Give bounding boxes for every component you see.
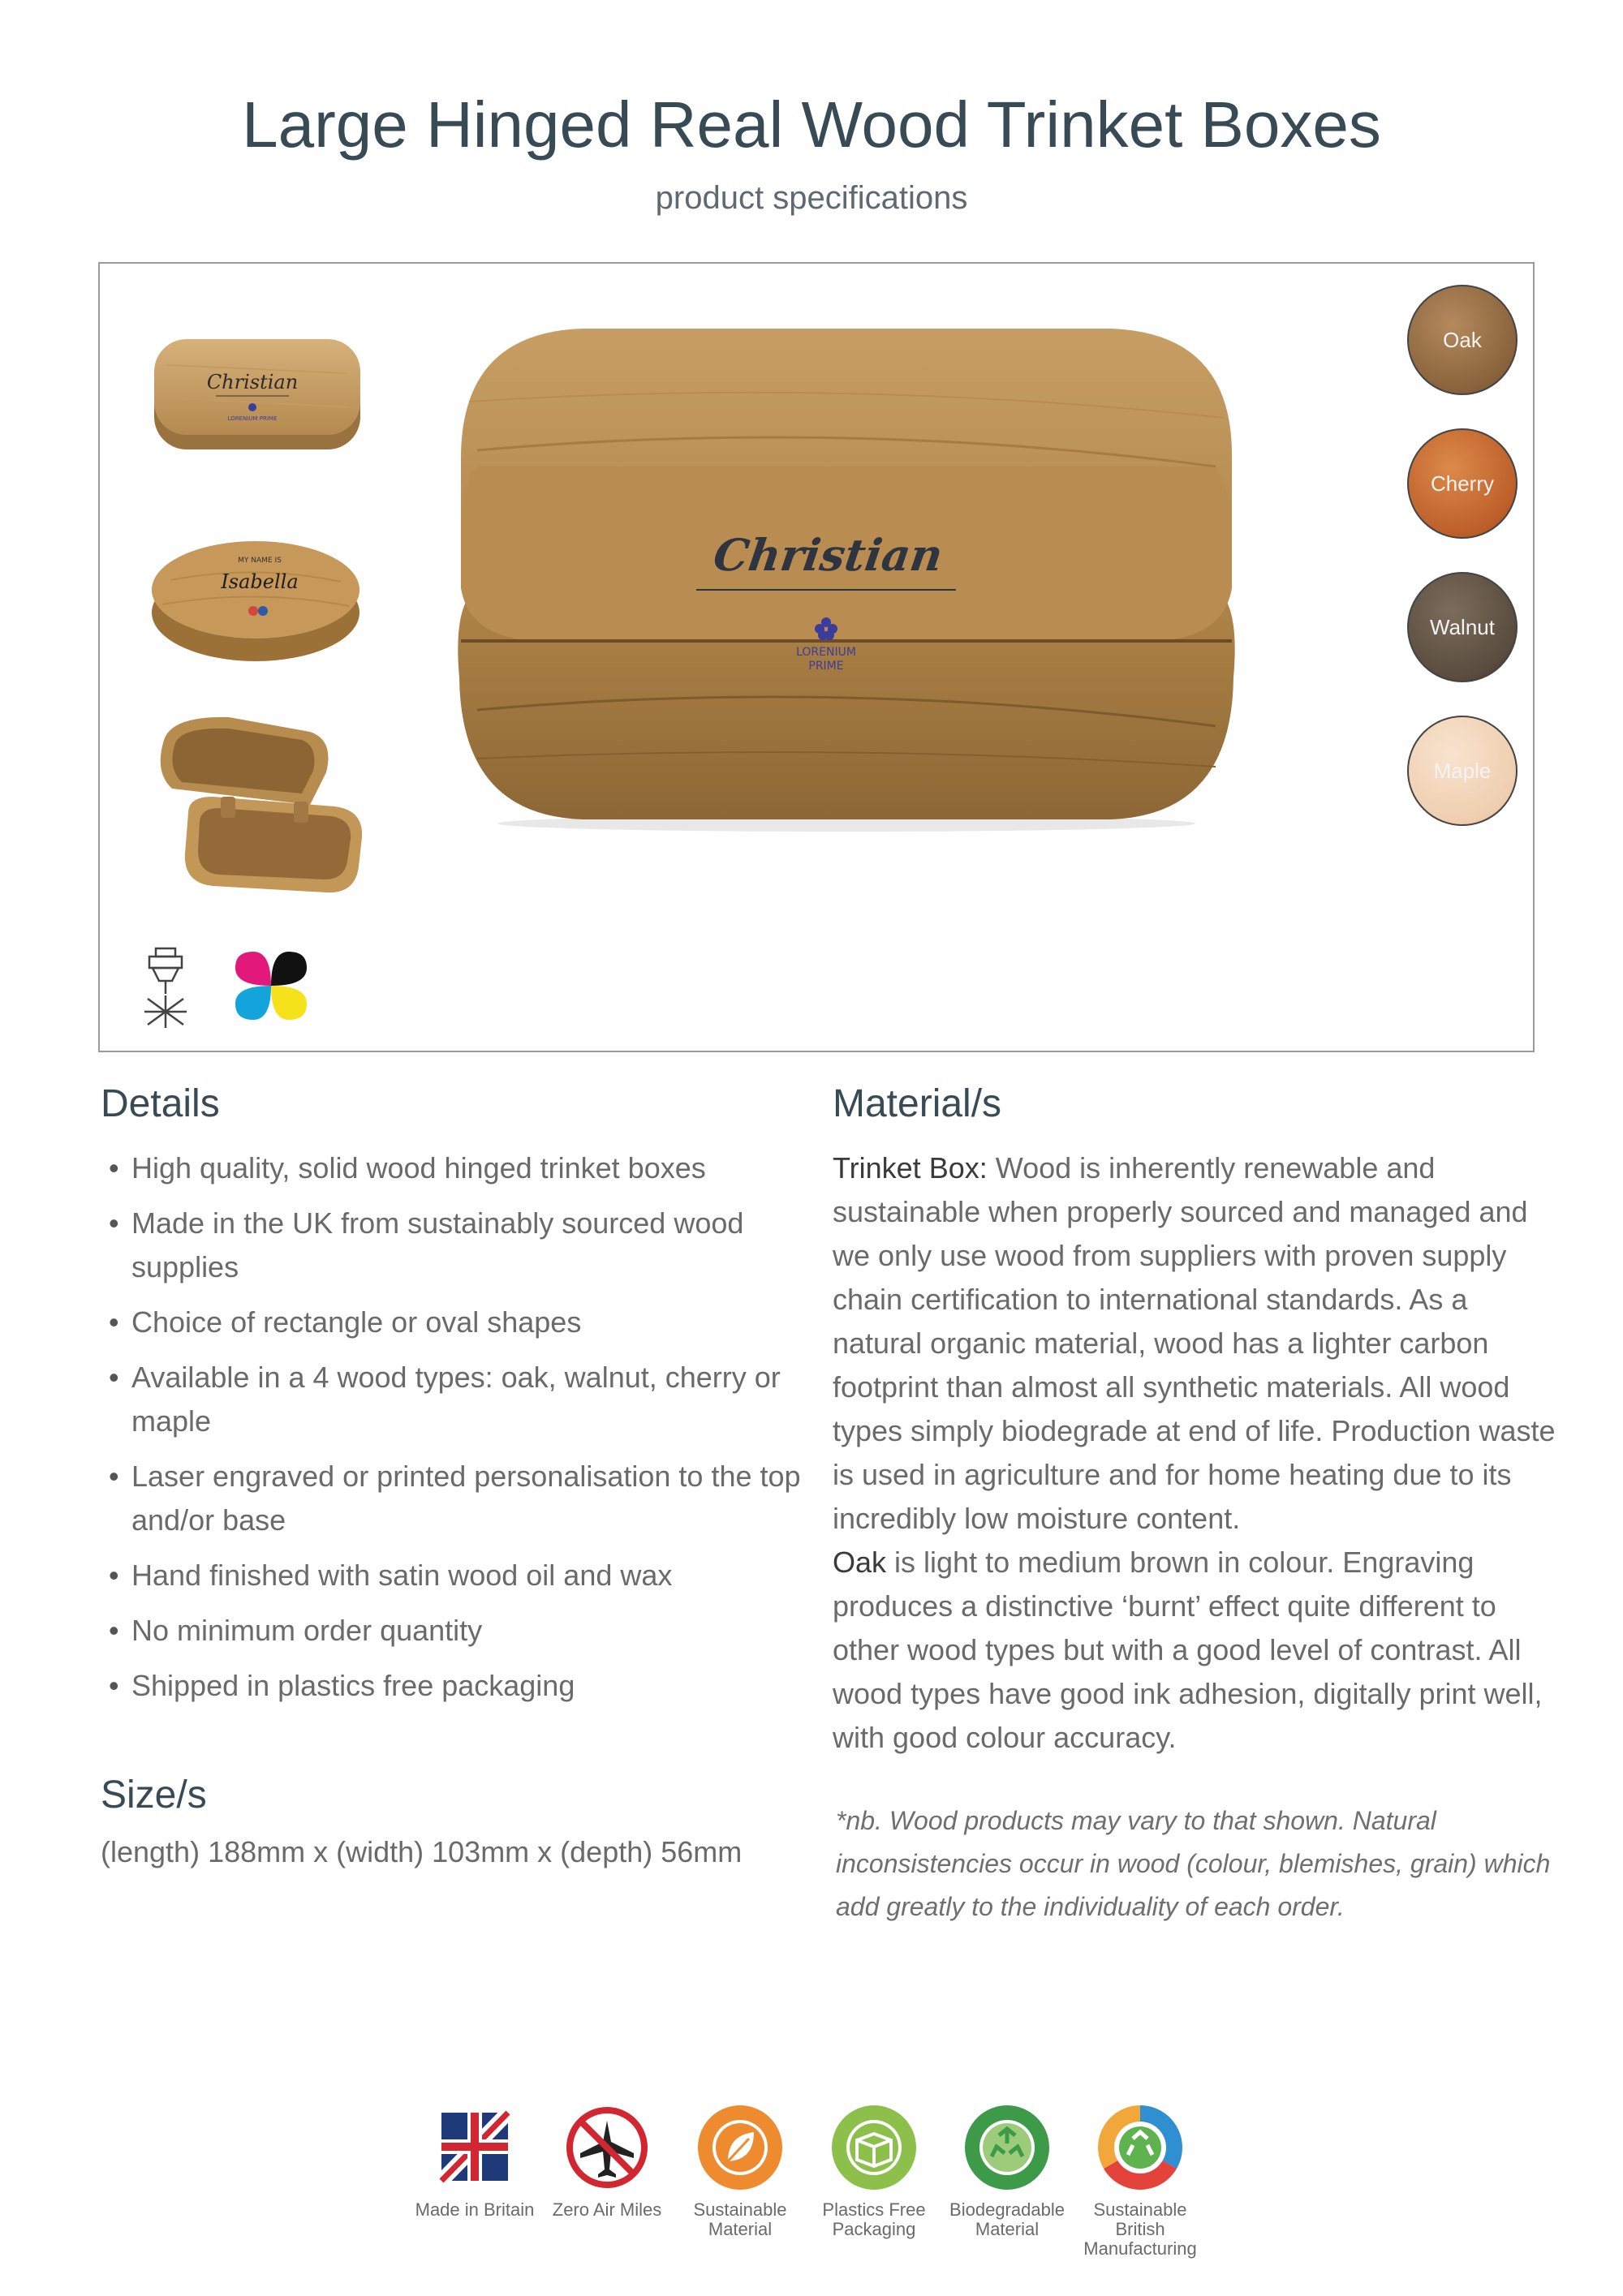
- leaf-icon: [695, 2103, 785, 2192]
- size-dimensions: (length) 188mm x (width) 103mm x (depth) 56mm: [101, 1835, 743, 1868]
- badge-made-in-britain: [406, 2103, 544, 2220]
- material-heading: Material/s: [833, 1082, 1002, 1125]
- swatch-oak[interactable]: [1407, 285, 1518, 395]
- swatch-cherry[interactable]: [1407, 428, 1518, 539]
- badge-biodegradable-material: [938, 2103, 1076, 2239]
- thumb-1-brand: LORENIUM PRIME: [227, 415, 278, 422]
- thumb-1-engraving: Christian: [206, 371, 299, 393]
- material-description: [833, 1146, 1563, 1760]
- union-jack-icon: [430, 2103, 519, 2192]
- size-heading: Size/s: [101, 1774, 207, 1817]
- main-brand-line-2: PRIME: [808, 660, 844, 673]
- badge-made-in-britain-label: Made in Britain: [415, 2199, 535, 2220]
- page-subtitle: product specifications: [655, 180, 968, 216]
- details-item: • Laser engraved or printed personalisation to the top and/or base: [105, 1455, 820, 1542]
- badge-british-manufacturing-label: Sustainable British Manufacturing: [1083, 2199, 1197, 2259]
- thumbnail-oval-box[interactable]: [146, 531, 365, 669]
- details-item: • Choice of rectangle or oval shapes: [105, 1301, 820, 1344]
- swatch-cherry-label: Cherry: [1430, 471, 1494, 496]
- swatch-maple-label: Maple: [1433, 758, 1492, 783]
- details-item: • Shipped in plastics free packaging: [105, 1664, 820, 1708]
- badge-sustainable-material-label: Sustainable Material: [693, 2199, 787, 2239]
- badge-zero-air-miles-label: Zero Air Miles: [552, 2199, 662, 2220]
- no-plane-icon: [562, 2103, 652, 2192]
- main-brand-line-1: LORENIUM: [796, 646, 856, 659]
- main-product-image: [445, 223, 1248, 840]
- details-item: • Available in a 4 wood types: oak, walnut, cherry or maple: [105, 1356, 820, 1443]
- swatch-walnut-label: Walnut: [1430, 614, 1495, 639]
- details-heading: Details: [101, 1082, 220, 1125]
- badge-sustainable-british-manufacturing: [1071, 2103, 1209, 2259]
- badge-plastics-free-packaging: [805, 2103, 943, 2239]
- cmyk-print-icon: [232, 947, 310, 1025]
- material-text-oak: is light to medium brown in colour. Engraving produces a distinctive ‘burnt’ effect quite different to other wood types but with a good level of contrast. All wood types have good ink adhesion, digitally print well, with good colour accuracy.: [833, 1546, 1543, 1754]
- material-paragraph-oak: [833, 1541, 1563, 1760]
- details-item: • Made in the UK from sustainably sourced wood supplies: [105, 1202, 820, 1289]
- reduce-reuse-recycle-icon: [1096, 2103, 1185, 2192]
- badge-zero-air-miles: [538, 2103, 676, 2220]
- badge-sustainable-material: [671, 2103, 809, 2239]
- material-label-oak: Oak: [833, 1546, 887, 1579]
- thumb-2-engraving: Isabella: [221, 570, 299, 593]
- material-label-trinket-box: Trinket Box:: [833, 1151, 988, 1185]
- thumbnail-open-box[interactable]: [140, 707, 370, 902]
- thumbnail-rectangle-box[interactable]: [151, 333, 364, 454]
- swatch-maple[interactable]: [1407, 716, 1518, 826]
- box-icon: [829, 2103, 919, 2192]
- recycle-icon: [962, 2103, 1052, 2192]
- details-item: • No minimum order quantity: [105, 1609, 820, 1653]
- swatch-walnut[interactable]: [1407, 572, 1518, 682]
- wood-variation-note: *nb. Wood products may vary to that shown. Natural inconsistencies occur in wood (colour, blemishes, grain) which add greatly to the individuality of each order.: [836, 1806, 1551, 1921]
- material-paragraph-trinket-box: [833, 1146, 1563, 1541]
- badge-biodegradable-label: Biodegradable Material: [949, 2199, 1065, 2239]
- details-item: • Hand finished with satin wood oil and wax: [105, 1554, 820, 1597]
- page-title: Large Hinged Real Wood Trinket Boxes: [242, 88, 1381, 161]
- laser-engraving-icon: [140, 945, 192, 1030]
- details-item: • High quality, solid wood hinged trinket boxes: [105, 1146, 820, 1190]
- swatch-oak-label: Oak: [1443, 327, 1482, 352]
- badge-plastics-free-label: Plastics Free Packaging: [822, 2199, 926, 2239]
- material-text-trinket-box: Wood is inherently renewable and sustainable when properly sourced and managed and we only use wood from suppliers with proven supply chain certification to international standards. As a natural organic material, wood has a lighter carbon footprint than almost all synthetic materials. All wood types simply biodegrade at end of life. Production waste is used in agriculture and for home heating due to its incredibly low moisture content.: [833, 1151, 1556, 1535]
- thumb-2-caption: MY NAME IS: [238, 557, 282, 565]
- details-list: [105, 1146, 820, 1719]
- main-engraving-name: Christian: [710, 529, 946, 581]
